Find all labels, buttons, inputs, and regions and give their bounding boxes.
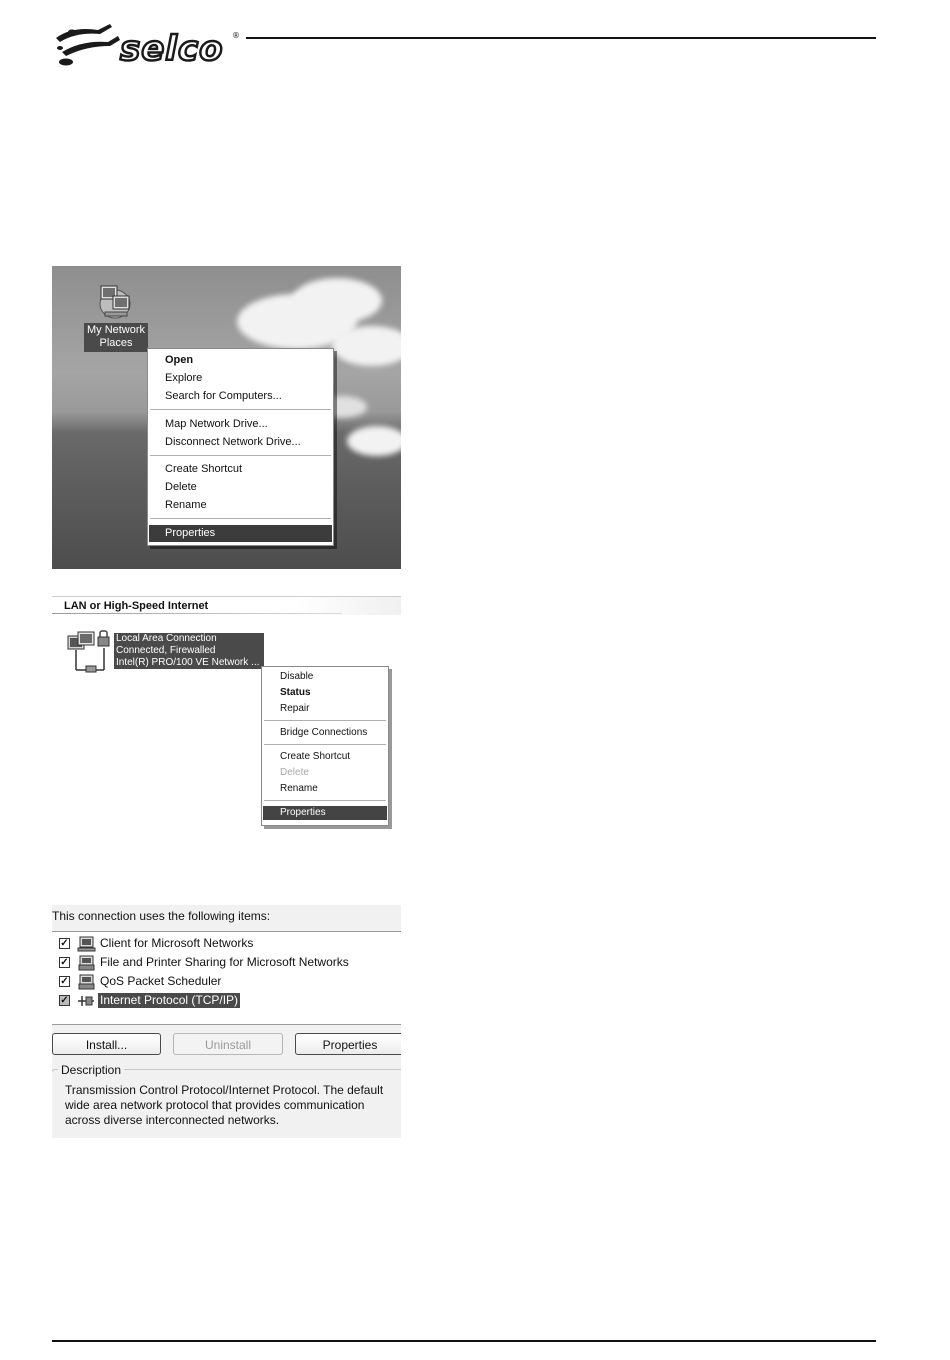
item-label: Internet Protocol (TCP/IP) — [100, 993, 239, 1007]
item-checkbox[interactable]: ✓ — [60, 938, 69, 949]
menu-item-create-shortcut[interactable]: Create Shortcut — [280, 751, 351, 762]
icon-label-line: Places — [99, 337, 133, 349]
icon-label-line: My Network — [86, 324, 146, 336]
desktop-context-menu — [147, 348, 334, 546]
components-list — [52, 931, 401, 1025]
my-network-places-icon[interactable] — [95, 282, 135, 322]
menu-separator — [150, 409, 331, 410]
cloud — [292, 278, 382, 323]
uninstall-button: Uninstall — [173, 1033, 283, 1055]
section-rule — [52, 613, 342, 614]
menu-item-repair[interactable]: Repair — [280, 703, 310, 714]
description-legend: Description — [58, 1063, 124, 1077]
connection-properties-dialog — [52, 905, 401, 1138]
logo-swoosh-icon — [52, 18, 122, 70]
menu-item-disconnect-network-drive[interactable]: Disconnect Network Drive... — [165, 436, 301, 448]
list-item[interactable] — [59, 954, 389, 972]
item-label: QoS Packet Scheduler — [100, 974, 222, 988]
footer-rule — [52, 1340, 876, 1342]
item-checkbox[interactable]: ✓ — [60, 957, 69, 968]
menu-item-delete[interactable]: Delete — [165, 481, 197, 493]
desktop-screenshot — [52, 266, 401, 569]
menu-separator — [264, 800, 386, 801]
menu-item-properties[interactable]: Properties — [263, 806, 387, 820]
menu-item-search-computers[interactable]: Search for Computers... — [165, 390, 282, 402]
description-text: Transmission Control Protocol/Internet Protocol. The default wide area network protocol that provides communication across diverse interconnected networks. — [65, 1083, 384, 1127]
item-label: Client for Microsoft Networks — [100, 936, 254, 950]
list-item-selected[interactable] — [59, 992, 389, 1010]
list-item[interactable] — [59, 973, 389, 991]
local-area-connection-selected[interactable] — [114, 633, 264, 669]
local-area-connection-icon[interactable] — [64, 628, 114, 676]
menu-item-explore[interactable]: Explore — [165, 372, 203, 384]
item-checkbox[interactable]: ✓ — [60, 995, 69, 1006]
header-rule — [246, 37, 876, 39]
menu-item-open[interactable]: Open — [165, 354, 194, 366]
menu-separator — [150, 518, 331, 519]
menu-separator — [150, 455, 331, 456]
menu-item-delete: Delete — [280, 767, 309, 778]
item-checkbox[interactable]: ✓ — [60, 976, 69, 987]
menu-item-rename[interactable]: Rename — [280, 783, 318, 794]
properties-button[interactable]: Properties — [295, 1033, 401, 1055]
install-button[interactable]: Install... — [52, 1033, 161, 1055]
menu-separator — [264, 744, 386, 745]
connection-status: Connected, Firewalled — [116, 645, 216, 656]
menu-item-bridge-connections[interactable]: Bridge Connections — [280, 727, 368, 738]
connection-context-menu — [261, 666, 389, 826]
menu-separator — [264, 720, 386, 721]
logo-wordmark: selco — [120, 29, 224, 69]
menu-item-disable[interactable]: Disable — [280, 671, 314, 682]
section-title: LAN or High-Speed Internet — [64, 600, 209, 612]
file-printer-sharing-icon — [76, 955, 96, 971]
list-item[interactable] — [59, 935, 389, 953]
menu-item-properties[interactable]: Properties — [149, 525, 332, 542]
item-label: File and Printer Sharing for Microsoft Networks — [100, 955, 349, 969]
menu-item-map-network-drive[interactable]: Map Network Drive... — [165, 418, 268, 430]
menu-item-rename[interactable]: Rename — [165, 499, 207, 511]
connection-adapter: Intel(R) PRO/100 VE Network ... — [116, 657, 260, 668]
menu-item-status[interactable]: Status — [280, 687, 311, 698]
network-protocol-icon — [76, 993, 96, 1009]
cloud — [347, 426, 401, 456]
packet-scheduler-icon — [76, 974, 96, 990]
items-caption: This connection uses the following items: — [52, 909, 271, 923]
registered-mark: ® — [232, 31, 240, 40]
my-network-places-label[interactable] — [84, 323, 148, 352]
selco-logo — [52, 18, 242, 70]
network-client-icon — [76, 936, 96, 952]
cloud — [332, 326, 401, 366]
connection-name: Local Area Connection — [116, 633, 217, 644]
menu-item-create-shortcut[interactable]: Create Shortcut — [165, 463, 243, 475]
